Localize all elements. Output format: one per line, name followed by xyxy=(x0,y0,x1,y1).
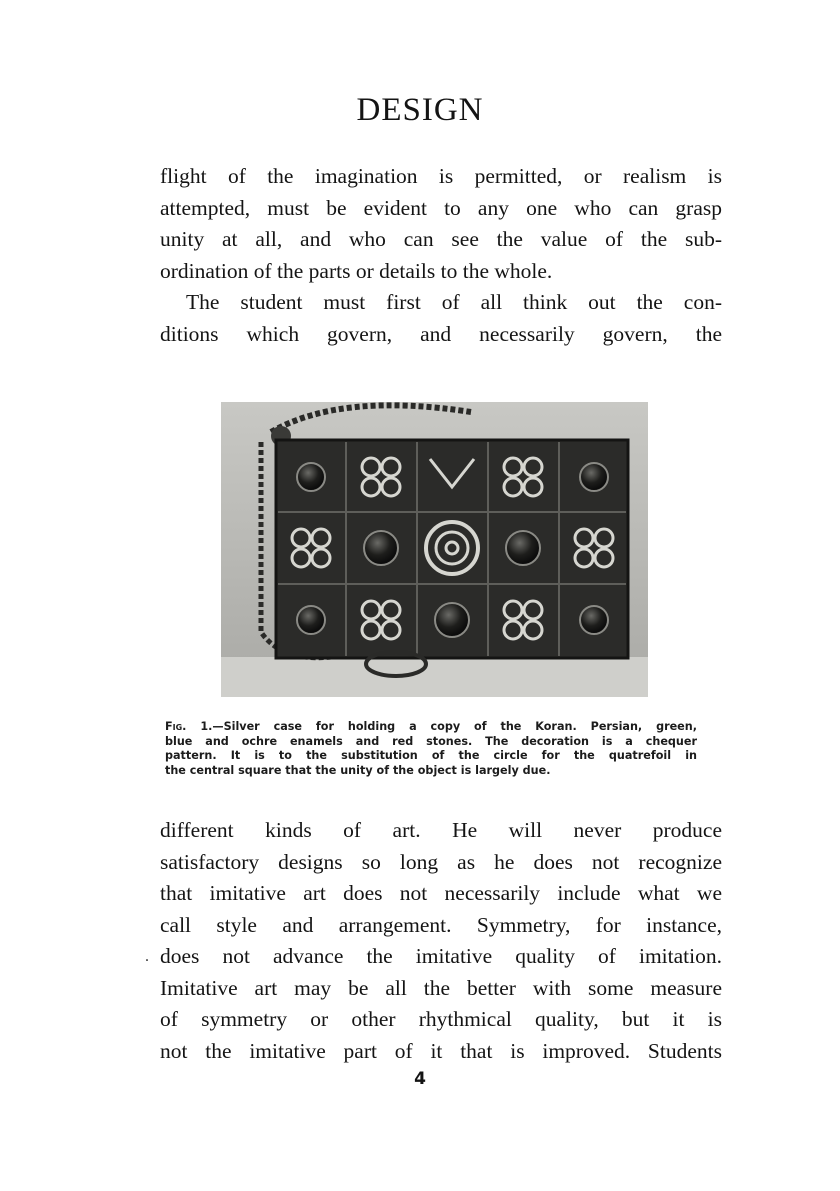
text-line: Imitative art may be all the better with some measure xyxy=(160,975,722,1000)
text-line: call style and arrangement. Symmetry, for instance, xyxy=(160,912,722,937)
text-line: attempted, must be evident to any one who can grasp xyxy=(160,195,722,220)
body-paragraph-top xyxy=(160,161,722,350)
text-line: that imitative art does not necessarily include what we xyxy=(160,881,722,905)
page-title: DESIGN xyxy=(356,92,484,128)
figure-photograph xyxy=(221,402,648,697)
text-line: different kinds of art. He will never produce xyxy=(160,818,722,842)
caption-line: the central square that the unity of the object is largely due. xyxy=(165,763,551,777)
caption-line: pattern. It is to the substitution of the circle for the quatrefoil in xyxy=(165,749,697,763)
text-line: unity at all, and who can see the value of the sub- xyxy=(160,227,722,251)
body-paragraph-bottom xyxy=(160,815,722,1067)
text-line: does not advance the imitative quality of imitation. xyxy=(160,944,722,968)
koran-case-illustration xyxy=(221,402,648,697)
text-line: ordination of the parts or details to the whole. xyxy=(160,258,553,283)
caption-line: blue and ochre enamels and red stones. The decoration is a chequer xyxy=(165,734,697,748)
caption-label: Fig. 1. xyxy=(165,720,213,733)
caption-line xyxy=(165,720,697,735)
figure-caption xyxy=(165,720,697,778)
text-line: ditions which govern, and necessarily govern, the xyxy=(160,321,722,346)
page-number: 4 xyxy=(414,1069,426,1089)
text-line: satisfactory designs so long as he does not recognize xyxy=(160,849,722,874)
text-line: not the imitative part of it that is improved. Students xyxy=(160,1038,722,1063)
margin-mark: . xyxy=(145,948,149,965)
text-line: of symmetry or other rhythmical quality, but it is xyxy=(160,1007,722,1031)
caption-text: —Silver case for holding a copy of the Koran. Persian, green, xyxy=(212,720,697,733)
text-line: The student must first of all think out the con- xyxy=(186,290,722,314)
text-line: flight of the imagination is permitted, or realism is xyxy=(160,164,722,188)
